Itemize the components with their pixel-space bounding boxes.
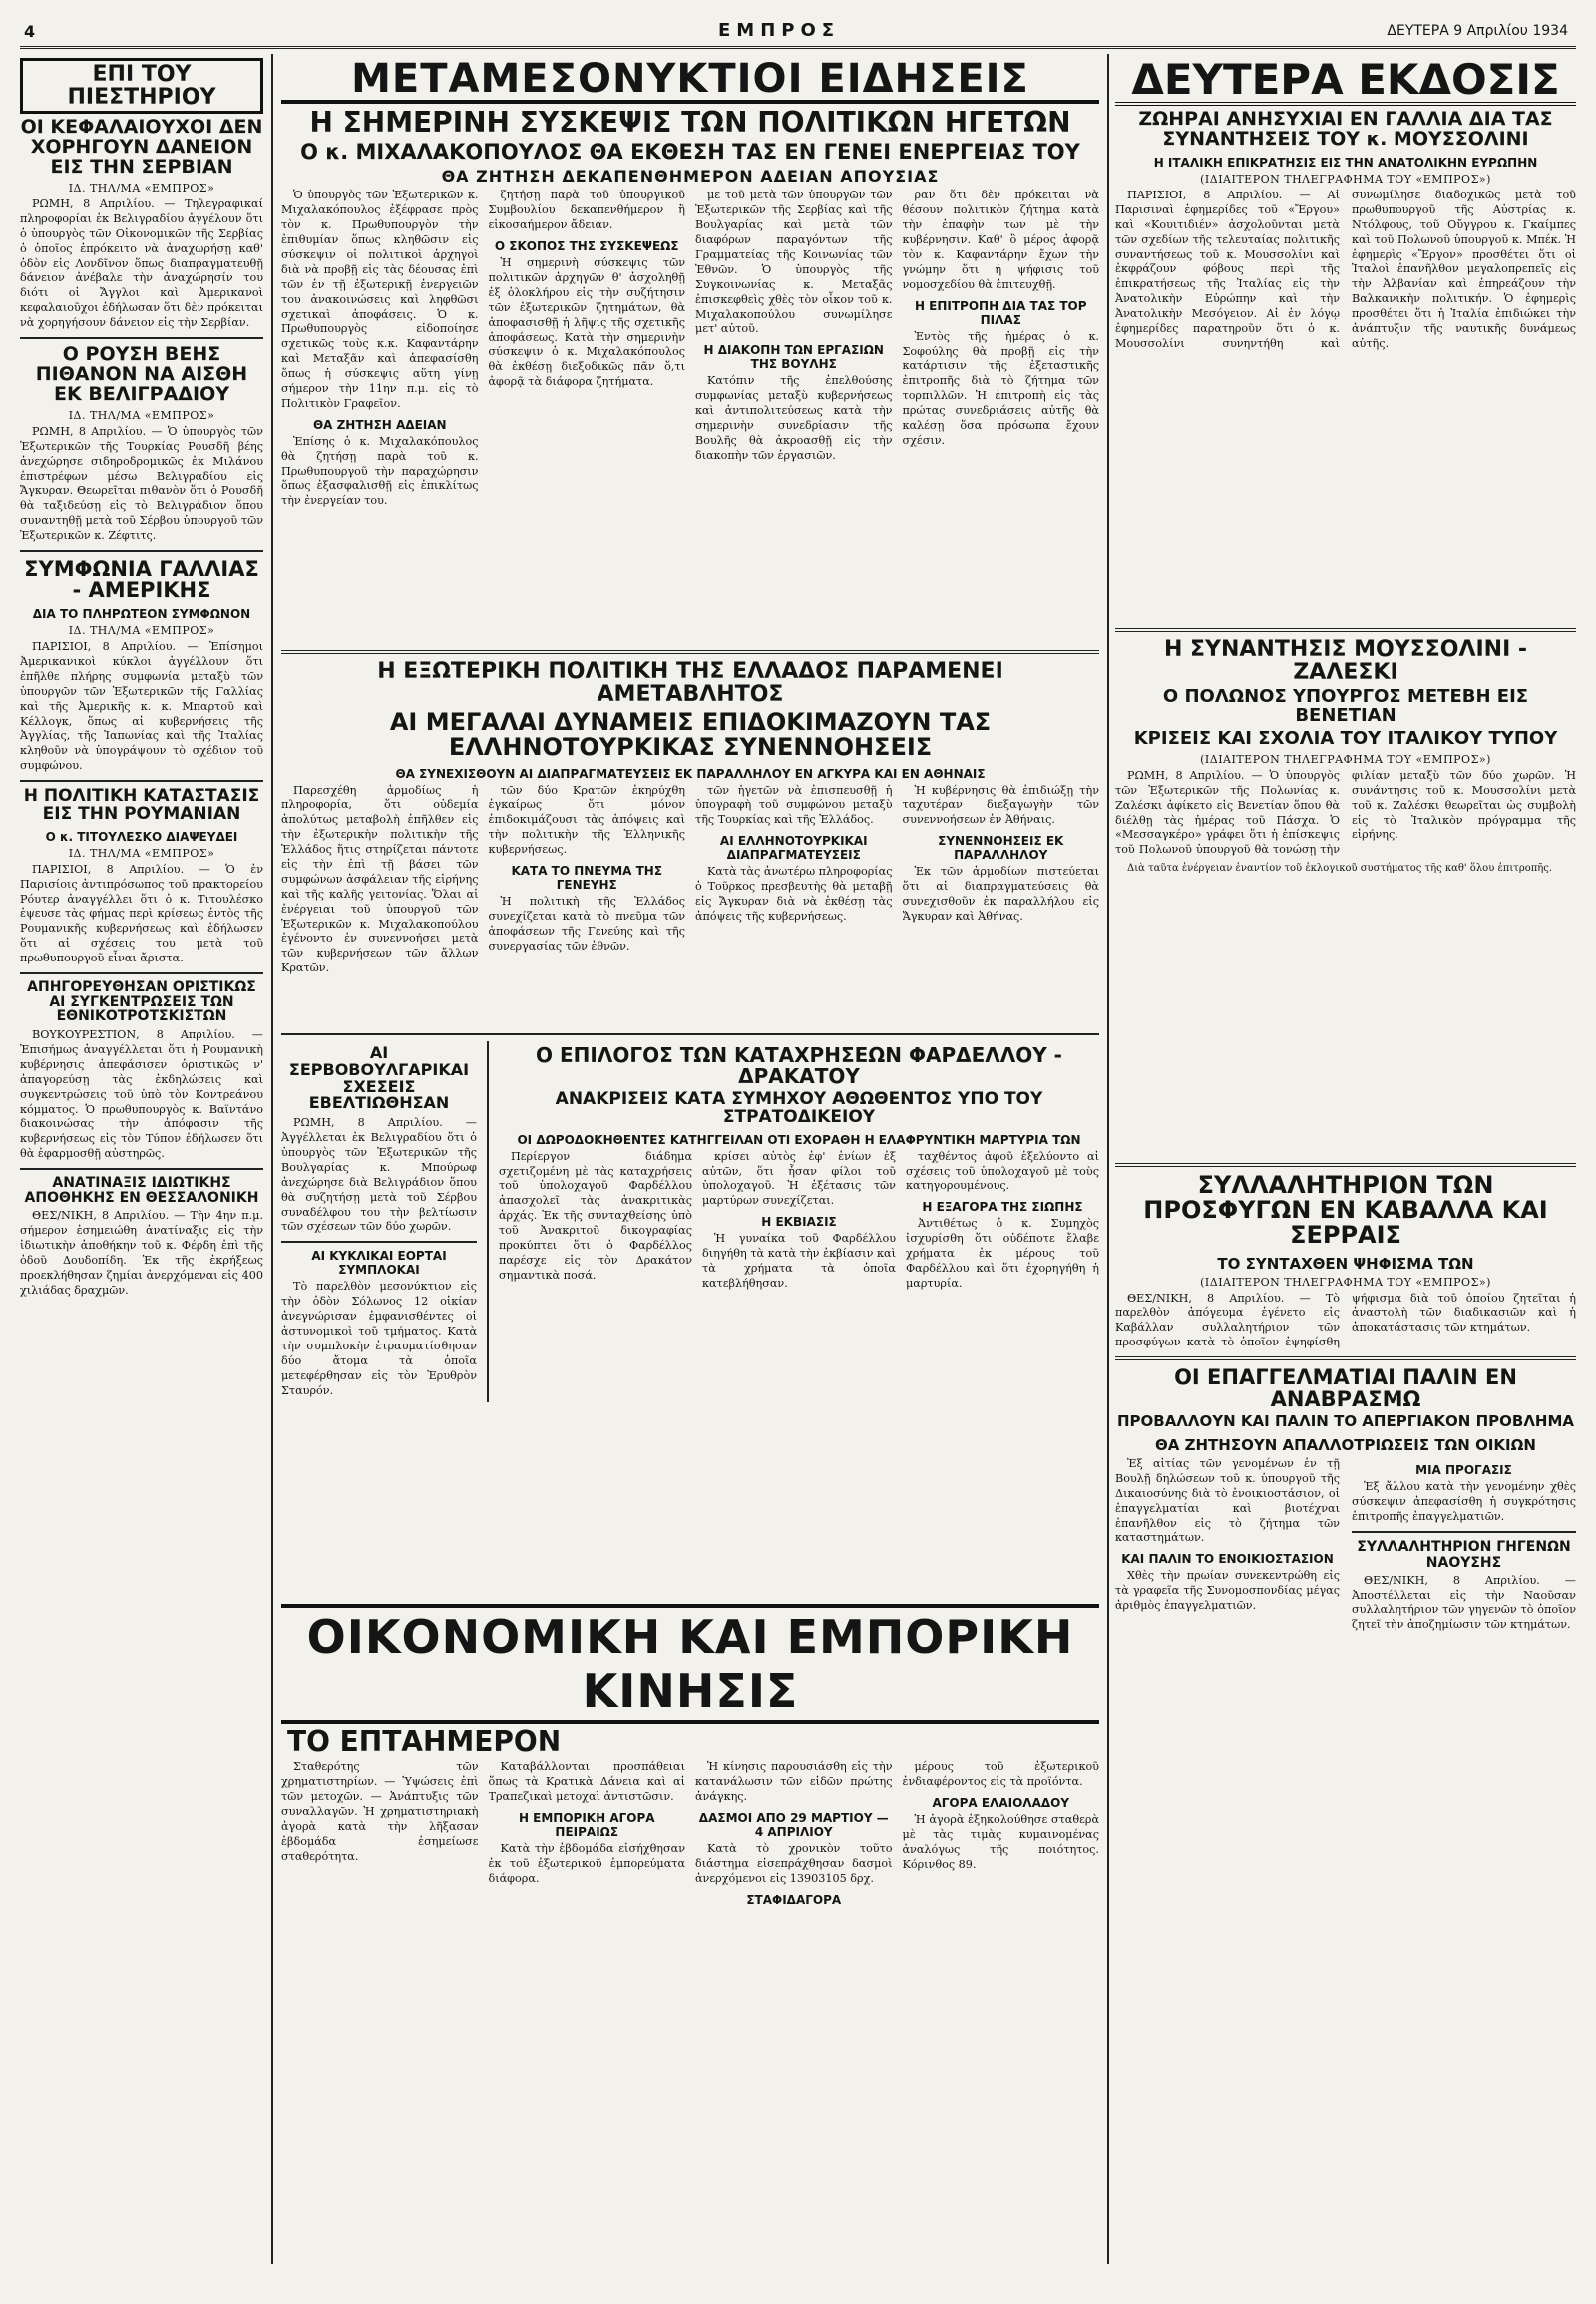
article-headline: ΠΡΟΒΑΛΛΟΥΝ ΚΑΙ ΠΑΛΙΝ ΤΟ ΑΠΕΡΓΙΑΚΟΝ ΠΡΟΒΛΗΜΑ (1116, 1412, 1575, 1431)
article-body: ταχθέντος ἀφοῦ ἐξελύοντο αἱ σχέσεις τοῦ ὑπολοχαγοῦ μὲ τοὺς κατηγορουμένους. (906, 1149, 1099, 1193)
article-body: μέρους τοῦ ἐξωτερικοῦ ἐνδιαφέροντος εἰς τὰ προϊόντα. (902, 1760, 1099, 1789)
article-body: Ἐντὸς τῆς ἡμέρας ὁ κ. Σοφούλης θὰ προβῇ εἰς τὴν κατάρτισιν τῆς ἐξεταστικῆς ἐπιτροπῆς διὰ τὸ ζήτημα τῶν τορπιλλῶν. Ἡ ἐπιτροπὴ εἰς τὰς πρώτας συνεδριάσεις αὐτῆς θὰ καλέσῃ ὅσα πρόσωπα ἔχουν σχέσιν. (902, 329, 1099, 447)
article-body: Ἡ κίνησις παρουσιάσθη εἰς τὴν κατανάλωσιν τῶν εἰδῶν πρώτης ἀνάγκης. (695, 1760, 893, 1804)
article-subheadline: ΘΑ ΖΗΤΗΣΟΥΝ ΑΠΑΛΛΟΤΡΙΩΣΕΙΣ ΤΩΝ ΟΙΚΙΩΝ (1155, 1435, 1536, 1454)
article-body: Ἐξ ἄλλου κατὰ τὴν γενομένην χθὲς σύσκεψιν ἀπεφασίσθη ἡ συγκρότησις ἐπιτροπῆς ἐπαγγελματιῶν. (1352, 1479, 1576, 1523)
article-body: Περίεργον διάδημα σχετιζομένη μὲ τὰς καταχρήσεις τοῦ ὑπολοχαγοῦ Φαρδέλλου ἀπασχολεῖ τὰς ἀνακριτικὰς ἀρχάς. Ἐκ τῆς συνταχθείσης ὑπὸ τοῦ Ἀνακριτοῦ δικογραφίας προκύπτει ὅτι ὁ Φαρδέλλος παρέσχε εἰς τὸν Δρακάτον σημαντικὰ ποσά. (499, 1149, 692, 1282)
article-body: Ἡ ἀγορὰ ἐξηκολούθησε σταθερὰ μὲ τὰς τιμὰς κυμαινομένας ἀναλόγως τῆς ποιότητος. Κόρινθος 89. (902, 1813, 1099, 1871)
article-body: ζητήσῃ παρὰ τοῦ ὑπουργικοῦ Συμβουλίου δεκαπενθήμερον ἢ εἰκοσαήμερον ἄδειαν. (488, 189, 685, 232)
section-subtitle: ΤΟ ΕΠΤΑΗΜΕΡΟΝ (287, 1726, 562, 1758)
article-subheadline: Η ΕΚΒΙΑΣΙΣ (761, 1215, 837, 1230)
right-top-section (1115, 54, 1576, 612)
article-subheadline: ΘΑ ΖΗΤΗΣΗ ΑΔΕΙΑΝ (312, 417, 447, 432)
article-headline: ΑΝΑΚΡΙΣΕΙΣ ΚΑΤΑ ΣΥΜΗΧΟΥ ΑΘΩΘΕΝΤΟΣ ΥΠΟ ΤΟΥ ΣΤΡΑΤΟΔΙΚΕΙΟΥ (555, 1089, 1043, 1127)
center-lower-section (281, 1027, 1099, 1596)
section-banner: ΔΕΥΤΕΡΑ ΕΚΔΟΣΙΣ (1115, 58, 1576, 106)
article-subheadline: ΚΑΙ ΠΑΛΙΝ ΤΟ ΕΝΟΙΚΙΟΣΤΑΣΙΟΝ (1121, 1552, 1334, 1567)
article-subheadline: Ο κ. ΤΙΤΟΥΛΕΣΚΟ ΔΙΑΨΕΥΔΕΙ (45, 829, 238, 844)
article-headline: ΣΥΜΦΩΝΙΑ ΓΑΛΛΙΑΣ - ΑΜΕΡΙΚΗΣ (24, 556, 259, 602)
article-subheadline: ΑΙ ΚΥΚΛΙΚΑΙ ΕΟΡΤΑΙ ΣΥΜΠΛΟΚΑΙ (311, 1249, 447, 1278)
article-headline: ΑΝΑΤΙΝΑΞΙΣ ΙΔΙΩΤΙΚΗΣ ΑΠΟΘΗΚΗΣ ΕΝ ΘΕΣΣΑΛΟΝΙΚΗ (24, 1175, 259, 1206)
left-column (20, 54, 263, 2264)
article-headline: Ο ΡΟΥΣΗ ΒΕΗΣ ΠΙΘΑΝΟΝ ΝΑ ΑΙΣΘΗ ΕΚ ΒΕΛΙΓΡΑΔΙΟΥ (35, 343, 248, 405)
article-columns (281, 189, 1099, 513)
article-subheadline: ΔΑΣΜΟΙ ΑΠΟ 29 ΜΑΡΤΙΟΥ — 4 ΑΠΡΙΛΙΟΥ (698, 1811, 889, 1840)
article-body: Ἐξ αἰτίας τῶν γενομένων ἐν τῇ Βουλῇ δηλώσεων τοῦ κ. ὑπουργοῦ τῆς Δικαιοσύνης διὰ τὸ ἐνοικιοστάσιον, οἱ ἐπαγγελματίαι καὶ βιοτέχναι ἐπανῆλθον εἰς τὸ ζήτημα τῶν καταστημάτων. (1115, 1456, 1340, 1545)
article-body: ΡΩΜΗ, 8 Απριλίου. — Ὁ ὑπουργὸς τῶν Ἐξωτερικῶν τῆς Τουρκίας Ρουσδῆ βέης ἀνεχώρησε σιδηροδρομικῶς ἐκ Μιλάνου ἐπιστρέφων μέσω Βελιγραδίου εἰς Ἄγκυραν. Θεωρεῖται πιθανὸν ὅτι ὁ Ρουσδῆ θὰ ταξιδεύσῃ εἰς τὸ Βελιγράδιον ὅπου συναντηθῇ μετὰ τοῦ Σέρβου ὑπουργοῦ τῶν Ἐξωτερικῶν κ. Ζέφτιτς. (20, 424, 263, 543)
article-subheadline: ΤΟ ΣΥΝΤΑΧΘΕΝ ΨΗΦΙΣΜΑ ΤΩΝ (1217, 1254, 1474, 1273)
article-subheadline: Η ΕΠΙΤΡΟΠΗ ΔΙΑ ΤΑΣ ΤΟΡ ΠΙΛΑΣ (914, 298, 1087, 327)
center-top-section (281, 54, 1099, 634)
article-body: Σταθερότης τῶν χρηματιστηρίων. — Ὑψώσεις ἐπὶ τῶν μετοχῶν. — Ἀνάπτυξις τῶν συναλλαγῶν. Ἡ χρηματιστηριακὴ ἀγορὰ κατὰ τὴν λῆξασαν ἑβδομάδα ἐσημείωσε σταθερότητα. (281, 1760, 479, 1863)
note-text: Διὰ ταῦτα ἐνέργειαν ἐναντίον τοῦ ἐκλογικοῦ συστήματος τῆς καθ' ὅλου ἐπιτροπῆς. (1127, 863, 1553, 875)
article-headline: ΑΙ ΜΕΓΑΛΑΙ ΔΥΝΑΜΕΙΣ ΕΠΙΔΟΚΙΜΑΖΟΥΝ ΤΑΣ ΕΛΛΗΝΟΤΟΥΡΚΙΚΑΣ ΣΥΝΕΝΝΟΗΣΕΙΣ (389, 708, 992, 762)
dateline: (ΙΔΙΑΙΤΕΡΟΝ ΤΗΛΕΓΡΑΦΗΜΑ ΤΟΥ «ΕΜΠΡΟΣ») (1200, 1275, 1491, 1289)
article-body: Χθὲς τὴν πρωίαν συνεκεντρώθη εἰς τὰ γραφεῖα τῆς Συνομοσπονδίας μέγας ἀριθμὸς ἐπαγγελματιῶν. (1115, 1569, 1340, 1613)
article-body: τῶν ἡγετῶν νὰ ἐπισπευσθῇ ἡ ὑπογραφὴ τοῦ συμφώνου μεταξὺ τῆς Τουρκίας καὶ τῆς Ἑλλάδος. (695, 783, 893, 827)
section-title: ΕΠΙ ΤΟΥ ΠΙΕΣΤΗΡΙΟΥ (20, 58, 263, 114)
dateline: ΙΔ. ΤΗΛ/ΜΑ «ΕΜΠΡΟΣ» (68, 846, 215, 860)
article-subheadline: ΣΤΑΦΙΔΑΓΟΡΑ (746, 1892, 842, 1907)
article-columns (281, 1760, 1099, 1909)
article-body: Κατὰ τὰς ἀνωτέρω πληροφορίας ὁ Τοῦρκος πρεσβευτὴς θὰ μεταβῇ εἰς Ἄγκυραν διὰ νὰ ἐκθέσῃ τὰς ἀπόψεις τῆς κυβερνήσεως. (695, 865, 893, 923)
newspaper-name: ΕΜΠΡΟΣ (718, 20, 841, 41)
article-body: ΠΑΡΙΣΙΟΙ, 8 Απριλίου. — Ὁ ἐν Παρισίοις ἀντιπρόσωπος τοῦ πρακτορείου Ρόυτερ ἀναγγέλλει ὅτι ὁ κ. Τιτουλέσκο ἐψευσε τὰς φήμας περὶ κρίσεως ἐντὸς τῆς Ρουμανικῆς κυβερνήσεως καὶ ἐδήλωσεν ὅτι αἱ σχέσεις του μετὰ τοῦ πρωθυπουργοῦ εἶναι ἄριστα. (20, 862, 263, 965)
article-subheadline: ΜΙΑ ΠΡΟΓΑΣΙΣ (1415, 1462, 1512, 1477)
article-headline: Ο ΠΟΛΩΝΟΣ ΥΠΟΥΡΓΟΣ ΜΕΤΕΒΗ ΕΙΣ ΒΕΝΕΤΙΑΝ (1162, 686, 1529, 727)
dateline: ΙΔ. ΤΗΛ/ΜΑ «ΕΜΠΡΟΣ» (68, 408, 215, 422)
article-body: Ἐκ τῶν ἀρμοδίων πιστεύεται ὅτι αἱ διαπραγματεύσεις θὰ συνεχισθοῦν ἐκ παραλλήλου εἰς Ἄγκυραν καὶ Ἀθήνας. (902, 865, 1099, 923)
article-subheadline: ΔΙΑ ΤΟ ΠΛΗΡΩΤΕΟΝ ΣΥΜΦΩΝΟΝ (32, 607, 251, 622)
page-number: 4 (24, 22, 36, 41)
article-subheadline: Η ΕΞΑΓΟΡΑ ΤΗΣ ΣΙΩΠΗΣ (922, 1200, 1083, 1215)
dateline: ΙΔ. ΤΗΛ/ΜΑ «ΕΜΠΡΟΣ» (68, 624, 215, 638)
article-body: Ἡ γυναίκα τοῦ Φαρδέλλου διηγήθη τὰ κατὰ τὴν ἐκβίασιν καὶ τὰ χρήματα τὰ ὁποῖα κατεβλήθησαν. (702, 1232, 896, 1290)
article-body: ΠΑΡΙΣΙΟΙ, 8 Απριλίου. — Αἱ Παρισιναὶ ἐφημερίδες τοῦ «Ἔργου» καὶ «Κουιτιδιέν» ἀσχολοῦνται μετὰ τῶν σχεδίων τῆς τελευταίας πολιτικῆς συναντήσεως τοῦ κ. Μουσσολίνι καὶ ἐκφράζουν φόβους περὶ τῆς ἐπικρατήσεως τῆς Ἰταλίας εἰς τὴν Ἀνατολικὴν Εὐρώπην καὶ τὴν Ἀνατολικὴν Μεσόγειον. Αἱ ἐν λόγῳ ἐφημερίδες παρατηροῦν ὅτι ὁ κ. Μουσσολίνι συνηντήθη καὶ συνωμίλησε διαδοχικῶς μετὰ τοῦ πρωθυπουργοῦ τῆς Αὐστρίας κ. Ντόλφους, τοῦ Οὔγγρου κ. Γκαίμπες καὶ τοῦ Πολωνοῦ ὑπουργοῦ κ. Μπέκ. Ἡ ἐφημερὶς «Ἔργον» προσθέτει ὅτι οἱ Ἰταλοὶ ἐπανῆλθον μεγαλοπρεπεῖς εἰς τὴν Ἀλβανίαν καὶ ἐπηρεάζουν τὴν Βαλκανικὴν πολιτικήν. Ὁ ἐφημερὶς προσθέτει ὅτι ἡ Ἰταλία ἐπιδιώκει τὴν ἀνάπτυξιν τῆς ναυτικῆς δυνάμεως αὐτῆς. (1115, 188, 1576, 350)
article-subheadline: Η ΕΜΠΟΡΙΚΗ ΑΓΟΡΑ ΠΕΙΡΑΙΩΣ (518, 1811, 655, 1840)
article-subheadline: Ο ΣΚΟΠΟΣ ΤΗΣ ΣΥΣΚΕΨΕΩΣ (494, 239, 679, 254)
article-body: με τοῦ μετὰ τῶν ὑπουργῶν τῶν Ἐξωτερικῶν τῆς Σερβίας καὶ τῆς Βουλγαρίας καὶ μετὰ τῶν διαφόρων παραγόντων τῆς Γραμματείας τῆς Κοινωνίας τῶν Ἐθνῶν. Ὁ ὑπουργὸς τῆς Συγκοινωνίας κ. Μεταξᾶς ἐπισκεφθεὶς χθὲς τὸν οἶκον τοῦ κ. Μιχαλακοπούλου συνωμίλησε μετ' αὐτοῦ. (695, 189, 893, 336)
article-subheadline: ΣΥΛΛΑΛΗΤΗΡΙΟΝ ΓΗΓΕΝΩΝ ΝΑΟΥΣΗΣ (1357, 1538, 1571, 1571)
article-headline: ΚΡΙΣΕΙΣ ΚΑΙ ΣΧΟΛΙΑ ΤΟΥ ΙΤΑΛΙΚΟΥ ΤΥΠΟΥ (1133, 727, 1558, 749)
section-banner: ΜΕΤΑΜΕΣΟΝΥΚΤΙΟΙ ΕΙΔΗΣΕΙΣ (281, 58, 1099, 104)
article-subheadline: Η ΙΤΑΛΙΚΗ ΕΠΙΚΡΑΤΗΣΙΣ ΕΙΣ ΤΗΝ ΑΝΑΤΟΛΙΚΗΝ ΕΥΡΩΠΗΝ (1153, 155, 1538, 170)
main-deck: ΘΑ ΖΗΤΗΣΗ ΔΕΚΑΠΕΝΘΗΜΕΡΟΝ ΑΔΕΙΑΝ ΑΠΟΥΣΙΑΣ (441, 167, 940, 187)
article-body: ΘΕΣ/ΝΙΚΗ, 8 Απριλίου. — Τὴν 4ην π.μ. σήμερον ἐσημειώθη ἀνατίναξις εἰς τὴν ἰδιωτικὴν ἀποθήκην τοῦ κ. Φέρδη ἐπὶ τῆς ὁδοῦ Δουδοπίδη. Ἐκ τῆς ἐκρήξεως προεκλήθησαν ζημίαι ἀνερχόμεναι εἰς 400 χιλιάδας δραχμῶν. (20, 1209, 263, 1297)
section-banner: ΟΙΚΟΝΟΜΙΚΗ ΚΑΙ ΕΜΠΟΡΙΚΗ ΚΙΝΗΣΙΣ (281, 1604, 1099, 1724)
article-body: ΡΩΜΗ, 8 Απριλίου. — Ὁ ὑπουργὸς τῶν Ἐξωτερικῶν τῆς Πολωνίας κ. Ζαλέσκι ἀφίκετο εἰς Βενετίαν ὅπου θὰ διέλθῃ τὰς ἡμέρας τοῦ Πάσχα. Ὁ «Μεσσαγκέρο» γράφει ὅτι ἡ ἐπίσκεψις τοῦ Πολωνοῦ ὑπουργοῦ θὰ τονώσῃ τὴν φιλίαν μεταξὺ τῶν δύο χωρῶν. Ἡ συνάντησις τοῦ κ. Μουσσολίνι μετὰ τοῦ κ. Ζαλέσκι θεωρεῖται ὡς συμβολὴ εἰς τὸ Ἰταλικὸν πρόγραμμα τῆς εἰρήνης. (1115, 768, 1576, 857)
article-body: Παρεσχέθη ἀρμοδίως ἡ πληροφορία, ὅτι οὐδεμία ἀπολύτως μεταβολὴ ἐπῆλθεν εἰς τὴν ἐξωτερικὴν πολιτικὴν τῆς Ἑλλάδος ἥτις στηρίζεται πάντοτε εἰς τὴν ἐπὶ τῇ βάσει τῶν συμφώνων ἀσφάλειαν τῆς εἰρήνης καὶ τῆς καλῆς γειτονίας. Ὅλαι αἱ ἐνέργειαι τοῦ ὑπουργοῦ τῶν Ἐξωτερικῶν κ. Μιχαλακοπούλου ἐγένοντο ἐν συνεννοήσει μετὰ τῶν κυβερνήσεων τῶν ἄλλων Κρατῶν. (281, 783, 479, 975)
article-body: Κατὰ τὸ χρονικὸν τοῦτο διάστημα εἰσεπράχθησαν δασμοὶ ἀνερχόμενοι εἰς 13903105 δρχ. (695, 1842, 893, 1885)
article-headline: ΣΥΛΛΑΛΗΤΗΡΙΟΝ ΤΩΝ ΠΡΟΣΦΥΓΩΝ ΕΝ ΚΑΒΑΛΛΑ ΚΑΙ ΣΕΡΡΑΙΣ (1143, 1171, 1548, 1250)
article-body: Ὁ ὑπουργὸς τῶν Ἐξωτερικῶν κ. Μιχαλακόπουλος ἐξέφρασε πρὸς τὸν κ. Πρωθυπουργὸν τὴν ἐπιθυμίαν ὅπως κληθῶσιν εἰς σύσκεψιν οἱ πολιτικοὶ ἀρχηγοὶ διὰ νὰ προβῇ εἰς τὰς δέουσας ἐπὶ τῶν ἐν τῇ ἐξωτερικῇ ἐνεργειῶν του ἀνακοινώσεις καὶ ληφθῶσι σχετικαὶ ἀποφάσεις. Ὁ κ. Πρωθυπουργὸς εἰδοποίησε σχετικῶς τοὺς κ.κ. Καφαντάρην καὶ Μεταξᾶν καὶ ἀπεφασίσθη ὅπως ἡ σύσκεψις αὕτη γίνῃ σήμερον τὴν 11ην π.μ. εἰς τὸ Πολιτικὸν Γραφεῖον. (281, 189, 479, 410)
article-columns (281, 784, 1099, 981)
article-body: ΘΕΣ/ΝΙΚΗ, 8 Απριλίου. — Τὸ παρελθὸν ἀπόγευμα ἐγένετο εἰς Καβάλλαν συλλαλητήριον τῶν προσφύγων κατὰ τὸ ὁποῖον ἐψηφίσθη ψήφισμα διὰ τοῦ ὁποίου ζητεῖται ἡ ἀναστολὴ τῶν διαδικασιῶν καὶ ἡ ἀποκατάστασις τῶν κτημάτων. (1115, 1291, 1576, 1349)
article-headline: Η ΕΞΩΤΕΡΙΚΗ ΠΟΛΙΤΙΚΗ ΤΗΣ ΕΛΛΑΔΟΣ ΠΑΡΑΜΕΝΕΙ ΑΜΕΤΑΒΛΗΤΟΣ (377, 659, 1003, 708)
article-subheadline: ΣΥΝΕΝΝΟΗΣΕΙΣ ΕΚ ΠΑΡΑΛΛΗΛΟΥ (938, 834, 1064, 863)
main-subheadline: Ο κ. ΜΙΧΑΛΑΚΟΠΟΥΛΟΣ ΘΑ ΕΚΘΕΣΗ ΤΑΣ ΕΝ ΓΕΝΕΙ ΕΝΕΡΓΕΙΑΣ ΤΟΥ (300, 140, 1080, 165)
newspaper-page (20, 20, 1576, 2264)
article-body: Ἐπίσης ὁ κ. Μιχαλακόπουλος θὰ ζητήσῃ παρὰ τοῦ κ. Πρωθυπουργοῦ τὴν παραχώρησιν ὅπως ἐξασφαλισθῇ εἰς ἐπικλίτως τὴν ἐνεργείαν του. (281, 434, 479, 508)
article-body: Τὸ παρελθὸν μεσονύκτιον εἰς τὴν ὁδὸν Σόλωνος 12 οἰκίαν ἀνεγνώρισαν ἐμφανισθέντες οἱ ἀστυνομικοὶ τοῦ τμήματος. Κατὰ τὴν συμπλοκὴν ἐτραυματίσθησαν δύο ἄτομα τὰ ὁποῖα μετεφέρθησαν εἰς τὸν Ἐρυθρὸν Σταυρόν. (281, 1280, 477, 1397)
right-middle-section (1115, 622, 1576, 1141)
article-columns (499, 1150, 1099, 1296)
masthead (20, 20, 1576, 49)
economy-section (281, 1604, 1099, 2262)
dateline: (ΙΔΙΑΙΤΕΡΟΝ ΤΗΛΕΓΡΑΦΗΜΑ ΤΟΥ «ΕΜΠΡΟΣ») (1200, 172, 1491, 186)
article-subheadline: ΟΙ ΔΩΡΟΔΟΚΗΘΕΝΤΕΣ ΚΑΤΗΓΓΕΙΛΑΝ ΟΤΙ ΕΧΟΡΑΘΗ Η ΕΛΑΦΡΥΝΤΙΚΗ ΜΑΡΤΥΡΙΑ ΤΩΝ (517, 1132, 1081, 1147)
article-subheadline: ΑΙ ΕΛΛΗΝΟΤΟΥΡΚΙΚΑΙ ΔΙΑΠΡΑΓΜΑΤΕΥΣΕΙΣ (719, 834, 868, 863)
article-subheadline: ΚΑΤΑ ΤΟ ΠΝΕΥΜΑ ΤΗΣ ΓΕΝΕΥΗΣ (511, 864, 663, 893)
article-body: ΡΩΜΗ, 8 Απριλίου. — Τηλεγραφικαί πληροφορίαι ἐκ Βελιγραδίου ἀγγέλουν ὅτι ὁ ὑπουργὸς τῶν Οἰκονομικῶν τῆς Σερβίας ὁ ὁποῖος ἐπρόκειτο νὰ ἀναχωρήσῃ καθ' ὁδὸν εἰς Λονδῖνον ὅπως διαπραγματευθῇ δάνειον ἀνέβαλε τὴν ἀναχώρησίν του διότι οἱ Ἄγγλοι καὶ Ἀμερικανοὶ κεφαλαιοῦχοι ἐδήλωσαν ὅτι δὲν πρόκειται νὰ χορηγήσουν δάνειον εἰς τὴν Σερβίαν. (20, 197, 263, 330)
article-columns (1115, 1457, 1576, 1637)
main-headline: Η ΣΗΜΕΡΙΝΗ ΣΥΣΚΕΨΙΣ ΤΩΝ ΠΟΛΙΤΙΚΩΝ ΗΓΕΤΩΝ (309, 106, 1071, 139)
dateline: ΙΔ. ΤΗΛ/ΜΑ «ΕΜΠΡΟΣ» (68, 182, 215, 194)
article-body: ΡΩΜΗ, 8 Απριλίου. — Ἀγγέλλεται ἐκ Βελιγραδίου ὅτι ὁ ὑπουργὸς τῶν Ἐξωτερικῶν τῆς Βουλγαρίας κ. Μπούρωφ ἀνεχώρησε διὰ Βελιγράδιον ὅπου θὰ συζητήσῃ μετὰ τοῦ Σέρβου συναδέλφου του τὴν βελτίωσιν τῶν σχέσεων τῶν δύο χωρῶν. (281, 1116, 477, 1234)
article-body: ΒΟΥΚΟΥΡΕΣΤΙΟΝ, 8 Απριλίου. — Ἐπισήμως ἀναγγέλλεται ὅτι ἡ Ρουμανικὴ κυβέρνησις ἀπεφάσισεν ὁριστικῶς ν' ἀπαγορεύσῃ τὰς ἐκδηλώσεις καὶ συγκεντρώσεις τοῦ ὑπὸ τὸν Κοντρεάνου κόμματος. Ὁ πρωθυπουργὸς κ. Βαϊντάνο διακοινώσας τὴν ἀπόφασιν τῆς κυβερνήσεως εἰς τὸν Τύπον ἐδήλωσεν ὅτι θὰ ἐφαρμοσθῇ αὐστηρῶς. (20, 1028, 263, 1161)
column-rule (271, 54, 273, 2264)
article-body: Κατόπιν τῆς ἐπελθούσης συμφωνίας μεταξὺ κυβερνήσεως καὶ ἀντιπολιτεύσεως κατὰ τὴν σημερινὴν συνεδρίασιν τῆς Βουλῆς θὰ ἀκροασθῇ εἰς τὴν διακοπὴν τῶν ἐργασιῶν. (695, 374, 893, 462)
issue-date: ΔΕΥΤΕΡΑ 9 Απριλίου 1934 (1387, 23, 1568, 39)
article-headline: ΑΙ ΣΕΡΒΟΒΟΥΛΓΑΡΙΚΑΙ ΣΧΕΣΕΙΣ ΕΒΕΛΤΙΩΘΗΣΑΝ (288, 1043, 470, 1113)
article-headline: ΑΠΗΓΟΡΕΥΘΗΣΑΝ ΟΡΙΣΤΙΚΩΣ ΑΙ ΣΥΓΚΕΝΤΡΩΣΕΙΣ ΤΩΝ ΕΘΝΙΚΟΤΡΟΤΣΚΙΣΤΩΝ (27, 978, 256, 1025)
column-rule (1107, 54, 1109, 2264)
article-body: ΠΑΡΙΣΙΟΙ, 8 Απριλίου. — Ἐπίσημοι Ἀμερικανικοὶ κύκλοι ἀγγέλλουν ὅτι ἐπῆλθε πλήρης συμφωνία μεταξὺ τῶν ὑπουργῶν τῶν Ἐξωτερικῶν τῆς Γαλλίας καὶ τῆς Ἀμερικῆς κ. κ. Μπαρτοῦ καὶ Κέλλογκ, ὅπως αἱ κυβερνήσεις τῆς Ἀγγλίας, τῆς Ἰαπωνίας καὶ τῆς Ἰταλίας κληθοῦν νὰ ὑπογράψουν τὸ σχέδιον τοῦ συμφώνου. (20, 640, 263, 773)
right-lower-section (1115, 1157, 1576, 2264)
article-body: Κατὰ τὴν ἑβδομάδα εἰσήχθησαν ἐκ τοῦ ἐξωτερικοῦ ἐμπορεύματα διάφορα. (488, 1842, 685, 1885)
center-middle-section (281, 644, 1099, 1013)
article-body: ΘΕΣ/ΝΙΚΗ, 8 Απριλίου. — Ἀποστέλλεται εἰς τὴν Ναοῦσαν συλλαλητήριον τῶν γηγενῶν τὸ ὁποῖον ζητεῖ τὴν ἀποζημίωσιν τῶν κτημάτων. (1352, 1573, 1576, 1632)
article-headline: ΟΙ ΕΠΑΓΓΕΛΜΑΤΙΑΙ ΠΑΛΙΝ ΕΝ ΑΝΑΒΡΑΣΜΩ (1174, 1365, 1517, 1412)
article-body: τῶν δύο Κρατῶν ἐκηρύχθη ἐγκαίρως ὅτι μόνον ἐπιδοκιμάζουσι τὰς ἀπόψεις καὶ τὴν πολιτικὴν τῆς Ἑλληνικῆς κυβερνήσεως. (488, 783, 685, 857)
article-body: Καταβάλλονται προσπάθειαι ὅπως τὰ Κρατικὰ Δάνεια καὶ αἱ Τραπεζικαὶ μετοχαὶ ἀντιστῶσιν. (488, 1760, 685, 1804)
article-body: Ἡ κυβέρνησις θὰ ἐπιδιώξῃ τὴν ταχυτέραν διεξαγωγὴν τῶν συνεννοήσεων ἐν Ἀθήναις. (902, 783, 1099, 827)
article-headline: Η ΣΥΝΑΝΤΗΣΙΣ ΜΟΥΣΣΟΛΙΝΙ - ΖΑΛΕΣΚΙ (1163, 637, 1528, 686)
article-subheadline: Η ΔΙΑΚΟΠΗ ΤΩΝ ΕΡΓΑΣΙΩΝ ΤΗΣ ΒΟΥΛΗΣ (703, 343, 884, 372)
dateline: (ΙΔΙΑΙΤΕΡΟΝ ΤΗΛΕΓΡΑΦΗΜΑ ΤΟΥ «ΕΜΠΡΟΣ») (1200, 752, 1491, 766)
article-subheadline: ΘΑ ΣΥΝΕΧΙΣΘΟΥΝ ΑΙ ΔΙΑΠΡΑΓΜΑΤΕΥΣΕΙΣ ΕΚ ΠΑΡΑΛΛΗΛΟΥ ΕΝ ΑΓΚΥΡΑ ΚΑΙ ΕΝ ΑΘΗΝΑΙΣ (395, 766, 986, 781)
article-headline: Ο ΕΠΙΛΟΓΟΣ ΤΩΝ ΚΑΤΑΧΡΗΣΕΩΝ ΦΑΡΔΕΛΛΟΥ - ΔΡΑΚΑΤΟΥ (536, 1043, 1062, 1088)
article-body: Ἡ σημερινὴ σύσκεψις τῶν πολιτικῶν ἀρχηγῶν θ' ἀσχοληθῇ ἐξ ὁλοκλήρου εἰς τὴν συζήτησιν τῶν ἐξωτερικῶν ζητημάτων, θὰ ἀποφασισθῇ ἡ λῆψις τῆς σχετικῆς ἀποφάσεως. Κατὰ τὴν σημερινὴν σύσκεψιν ὁ κ. Μιχαλακόπουλος θὰ ἐκθέσῃ διεξοδικῶς πᾶν ὅ,τι ἀφορᾷ τὰ διάφορα ζητήματα. (488, 256, 685, 389)
article-subheadline: ΑΓΟΡΑ ΕΛΑΙΟΛΑΔΟΥ (932, 1796, 1070, 1811)
article-headline: Η ΠΟΛΙΤΙΚΗ ΚΑΤΑΣΤΑΣΙΣ ΕΙΣ ΤΗΝ ΡΟΥΜΑΝΙΑΝ (23, 786, 260, 824)
article-body: Ἀντιθέτως ὁ κ. Συμηχὸς ἰσχυρίσθη ὅτι οὐδέποτε ἔλαβε χρήματα ἐκ μέρους τοῦ Φαρδέλλου καὶ ὅτι ἐχορηγήθη ἡ μαρτυρία. (906, 1217, 1099, 1290)
article-headline: ΖΩΗΡΑΙ ΑΝΗΣΥΧΙΑΙ ΕΝ ΓΑΛΛΙΑ ΔΙΑ ΤΑΣ ΣΥΝΑΝΤΗΣΕΙΣ ΤΟΥ κ. ΜΟΥΣΣΟΛΙΝΙ (1138, 108, 1553, 151)
article-body: Ἡ πολιτικὴ τῆς Ἑλλάδος συνεχίζεται κατὰ τὸ πνεῦμα τῶν ἀποφάσεων τῆς Γενεύης καὶ τῆς συνεργασίας τῶν ἐθνῶν. (488, 895, 685, 953)
article-body: ραν ὅτι δὲν πρόκειται νὰ θέσουν πολιτικὸν ζήτημα κατὰ τὴν ἐπαφὴν των μὲ τὴν κυβέρνησιν. Καθ' ὃ μέρος ἀφορᾷ τὸν κ. Καφαντάρην ἔχων τὴν γνώμην ὅτι ἡ ψήφισις τοῦ νομοσχεδίου θὰ ἐπιτευχθῇ. (902, 189, 1099, 291)
article-headline: ΟΙ ΚΕΦΑΛΑΙΟΥΧΟΙ ΔΕΝ ΧΟΡΗΓΟΥΝ ΔΑΝΕΙΟΝ ΕΙΣ ΤΗΝ ΣΕΡΒΙΑΝ (20, 116, 263, 179)
article-body: κρίσει αὐτὸς ἐφ' ἐνίων ἐξ αὐτῶν, ὅτι ἦσαν φίλοι τοῦ ὑπολοχαγοῦ. Ἡ ἐξέτασις τῶν μαρτύρων συνεχίζεται. (702, 1149, 896, 1208)
